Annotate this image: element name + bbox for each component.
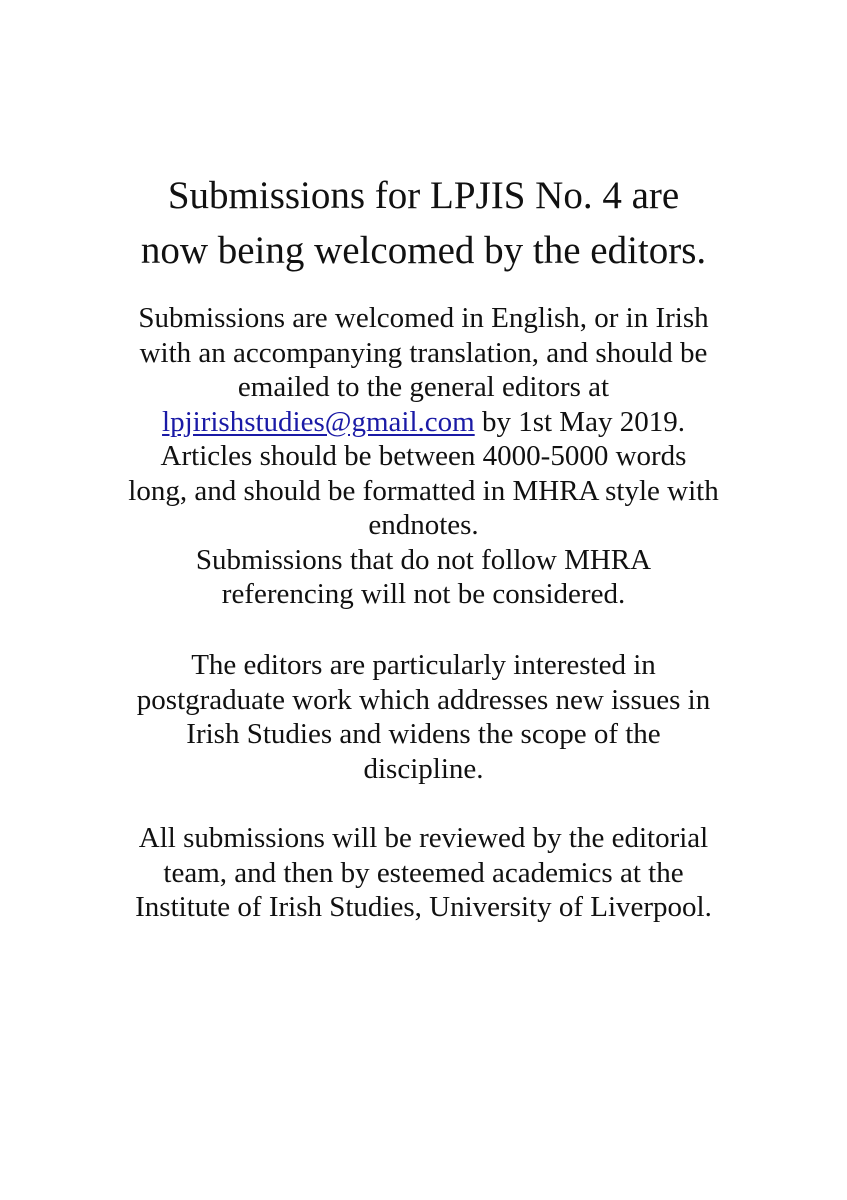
heading-line-2: now being welcomed by the editors.: [140, 229, 707, 272]
text-line: Irish Studies and widens the scope of the: [186, 718, 661, 750]
text-line: discipline.: [363, 752, 484, 785]
text-line: postgraduate work which addresses new issues in: [136, 683, 711, 716]
review-process-paragraph: [0, 821, 847, 925]
text-line: Submissions are welcomed in English, or in Irish: [138, 302, 709, 334]
page-heading: [0, 168, 847, 278]
heading-line-1: Submissions for LPJIS No. 4 are: [167, 174, 680, 217]
text-line: Articles should be between 4000-5000 words: [160, 440, 687, 472]
text-line: team, and then by esteemed academics at the: [163, 856, 684, 889]
text-line: long, and should be formatted in MHRA style with: [128, 474, 719, 507]
text-line: Institute of Irish Studies, University of Liverpool.: [135, 891, 712, 923]
text-line: Submissions that do not follow MHRA: [195, 543, 652, 576]
text-line: referencing will not be considered.: [221, 578, 626, 610]
editors-interest-paragraph: [0, 648, 847, 786]
email-link[interactable]: lpjirishstudies@gmail.com: [162, 405, 475, 438]
submission-guidelines-paragraph: [0, 301, 847, 612]
text-line: The editors are particularly interested in: [191, 649, 656, 681]
deadline-text: by 1st May 2019.: [474, 405, 685, 438]
text-line: with an accompanying translation, and should be: [139, 336, 708, 369]
text-line: All submissions will be reviewed by the editorial: [138, 822, 709, 854]
text-line: emailed to the general editors at: [237, 371, 610, 403]
text-line: endnotes.: [368, 509, 479, 541]
text-line-with-email: [0, 405, 847, 440]
